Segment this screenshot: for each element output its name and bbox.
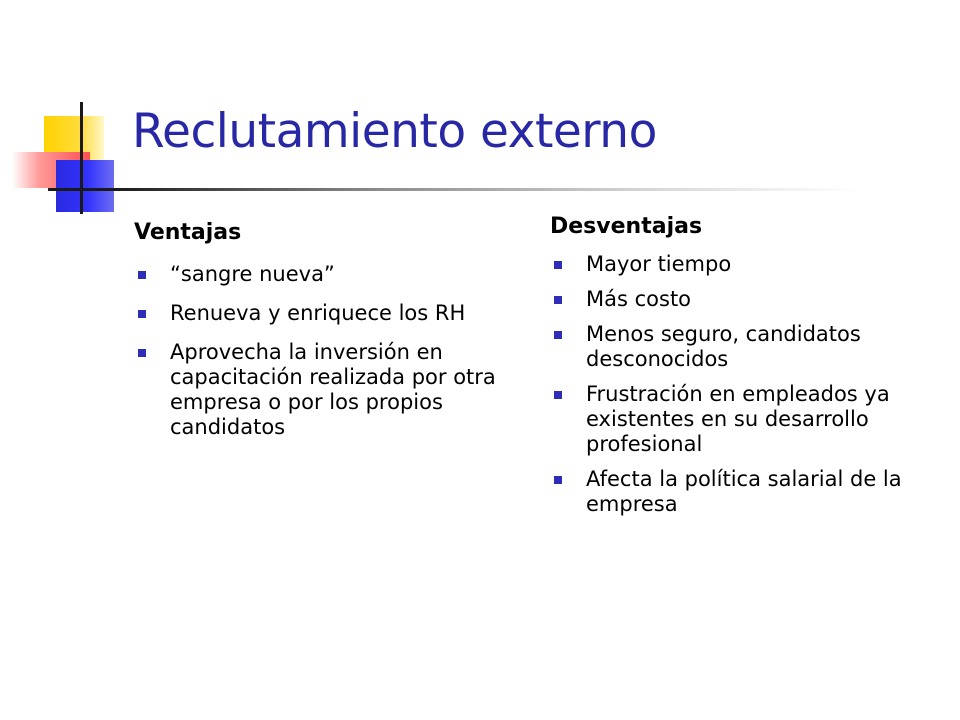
list-item-text: Más costo (586, 287, 692, 311)
list-item-text: “sangre nueva” (170, 262, 335, 286)
list-item-text: Mayor tiempo (586, 252, 732, 276)
square-bullet-icon (554, 331, 562, 339)
list-item (550, 467, 936, 517)
slide-title: Reclutamiento externo (132, 104, 657, 159)
decorative-blue-square (56, 160, 114, 212)
list-item-text: Frustración en empleados ya existentes en su desarrollo profesional (586, 382, 890, 456)
list-item (134, 262, 525, 287)
title-underline (48, 188, 860, 191)
list-item (134, 340, 525, 440)
square-bullet-icon (554, 261, 562, 269)
disadvantages-heading: Desventajas (550, 214, 703, 239)
square-bullet-icon (554, 296, 562, 304)
list-item (550, 382, 936, 457)
list-item (134, 301, 525, 326)
disadvantages-column (550, 216, 930, 527)
list-item-text: Afecta la política salarial de la empresa (586, 467, 902, 516)
advantages-list (134, 262, 514, 440)
list-item-text: Menos seguro, candidatos desconocidos (586, 322, 861, 371)
advantages-column (134, 222, 514, 454)
disadvantages-list (550, 252, 930, 517)
decorative-vertical-line (80, 102, 83, 214)
list-item (550, 322, 936, 372)
square-bullet-icon (554, 391, 562, 399)
square-bullet-icon (138, 310, 146, 318)
square-bullet-icon (554, 476, 562, 484)
list-item (550, 287, 936, 312)
advantages-heading: Ventajas (134, 220, 242, 245)
square-bullet-icon (138, 271, 146, 279)
list-item (550, 252, 936, 277)
list-item-text: Renueva y enriquece los RH (170, 301, 466, 325)
square-bullet-icon (138, 349, 146, 357)
list-item-text: Aprovecha la inversión en capacitación realizada por otra empresa o por los propios candidatos (170, 340, 496, 439)
